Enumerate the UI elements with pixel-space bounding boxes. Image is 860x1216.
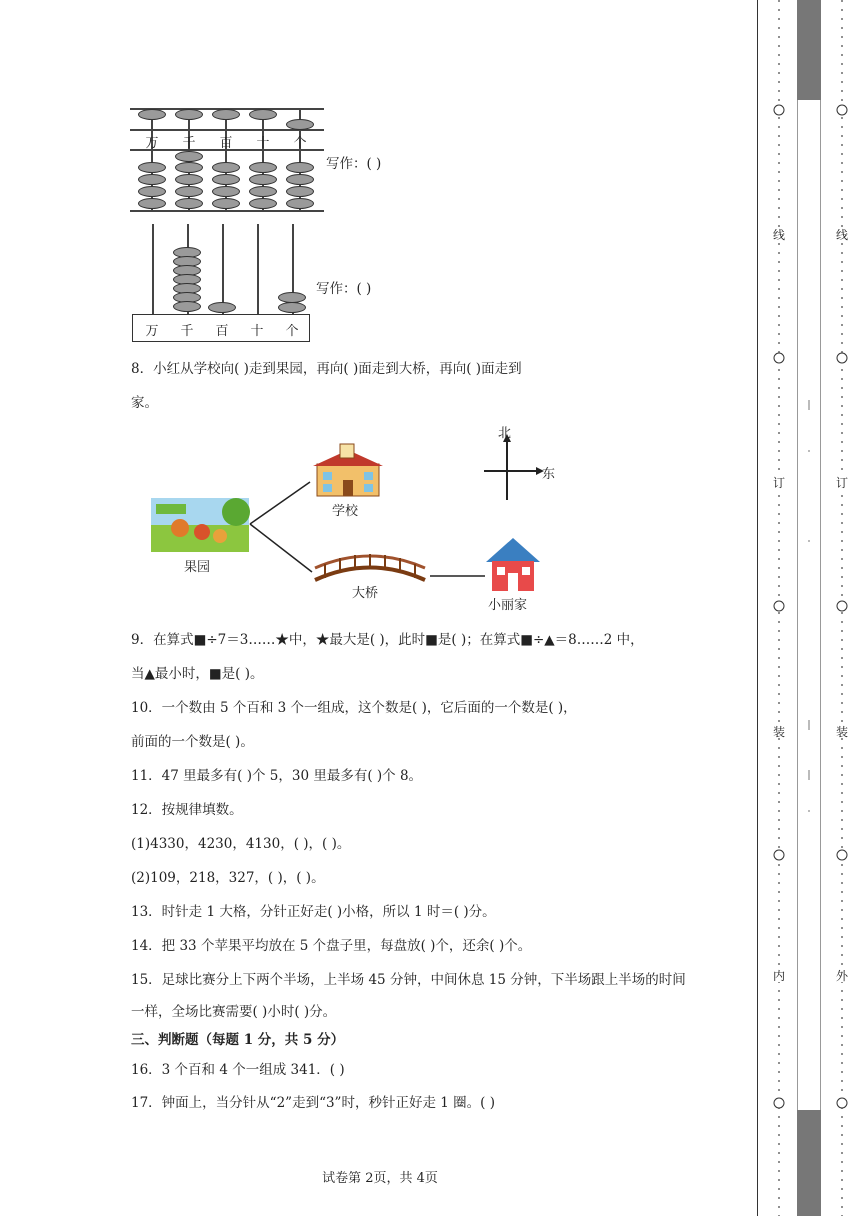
upper-bead [249,109,277,120]
place-label-ge: 个 [293,136,307,151]
question-9-line-1: 9．在算式■÷7＝3……★中，★最大是( )，此时■是( )；在算式■÷▲＝8……2 中， [131,632,644,648]
orchard-label: 果园 [184,560,211,575]
compass-north-label: 北 [498,426,512,441]
place-label-shi: 十 [256,136,270,151]
question-8-line-2: 家。 [131,395,158,411]
page-footer: 试卷第 2页，共 4页 [322,1171,438,1186]
abacus-2 [130,222,315,344]
question-10-line-1: 10．一个数由 5 个百和 3 个一组成，这个数是( )，它后面的一个数是( )， [131,700,577,716]
school-picture [313,444,383,496]
question-12-part-1: (1)4330，4230，4130，( )，( )。 [131,836,351,852]
binding-label-line-outer: 线 [835,228,848,242]
place-label-qian: 千 [182,136,196,151]
bridge-picture [315,554,425,580]
question-14: 14．把 33 个苹果平均放在 5 个盘子里，每盘放( )个，还余( )个。 [131,938,532,954]
question-13: 13．时针走 1 大格，分针正好走( )小格，所以 1 时＝( )分。 [131,904,496,920]
place-label-bai: 百 [219,136,233,151]
binding-label-inner: 内 [772,969,785,983]
orchard-picture [151,498,250,552]
compass-east-label: 东 [542,467,556,482]
upper-bead [212,109,240,120]
binding-label-line: 线 [772,228,785,242]
binding-label-bind: 装 [772,725,785,739]
question-15-line-1: 15．足球比赛分上下两个半场，上半场 45 分钟，中间休息 15 分钟，下半场跟上半场的时间 [131,972,686,988]
direction-map [140,420,580,620]
upper-bead [175,109,203,120]
place-label-wan: 万 [145,324,159,339]
place-label-ge: 个 [285,324,299,339]
question-10-line-2: 前面的一个数是( )。 [131,734,254,750]
student-info-column [797,0,822,1216]
question-9-line-2: 当▲最小时，■是( )。 [131,666,264,682]
home-label: 小丽家 [488,598,528,613]
upper-bead [286,119,314,130]
home-picture [486,538,540,591]
question-17: 17．钟面上，当分针从“2”走到“3”时，秒针正好走 1 圈。( ) [131,1095,495,1111]
abacus2-answer-blank: 写作：( ) [316,281,372,297]
question-15-line-2: 一样，全场比赛需要( )小时( )分。 [131,1004,337,1020]
abacus-bottom-bar [130,210,324,212]
binding-label-order-outer: 订 [835,476,848,490]
place-label-bai: 百 [215,324,229,339]
binding-label-bind-outer: 装 [835,725,848,739]
question-16: 16．3 个百和 4 个一组成 341．( ) [131,1062,345,1078]
upper-bead [138,109,166,120]
school-label: 学校 [332,504,359,519]
abacus-1 [130,104,325,216]
question-12-part-2: (2)109，218，327，( )，( )。 [131,870,325,886]
binding-label-order: 订 [772,476,785,490]
place-label-shi: 十 [250,324,264,339]
place-label-qian: 千 [180,324,194,339]
abacus1-answer-blank: 写作：( ) [326,156,382,172]
question-8-line-1: 8．小红从学校向( )走到果园，再向( )面走到大桥，再向( )面走到 [131,361,522,377]
section-3-heading: 三、判断题（每题 1 分，共 5 分） [131,1032,345,1048]
question-12-title: 12．按规律填数。 [131,802,243,818]
outer-binding-strip [822,0,860,1216]
bridge-label: 大桥 [352,586,379,601]
binding-label-outer: 外 [835,969,848,983]
inner-binding-strip [757,0,797,1216]
question-11: 11．47 里最多有( )个 5，30 里最多有( )个 8。 [131,768,423,784]
place-label-wan: 万 [145,136,159,151]
